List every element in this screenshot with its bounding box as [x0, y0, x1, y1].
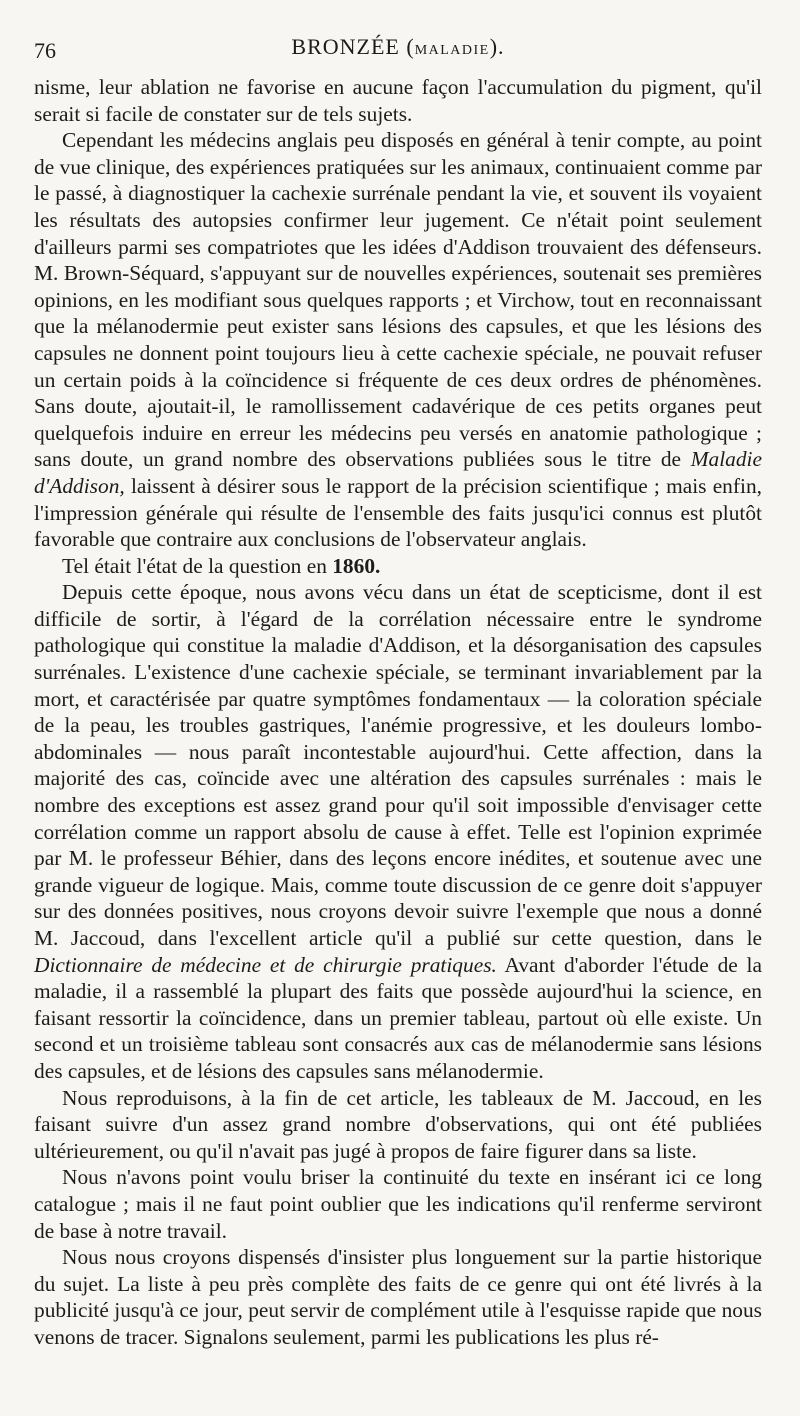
- paragraph: [34, 579, 762, 1084]
- italic-title: Maladie d'Addison,: [34, 447, 762, 498]
- page-header: [34, 34, 762, 74]
- running-title-end: ).: [489, 34, 505, 59]
- paragraph-text: Depuis cette époque, nous avons vécu dans un état de scepticisme, dont il est difficile de sortir, à l'égard de la corrélation nécessaire entre le syndrome pathologique qui constitue la maladie d'Addison, et la désorganisation des capsules surrénales. L'existence d'une cachexie spéciale, se terminant invariablement par la mort, et caractérisée par quatre symptômes fondamentaux — la coloration spéciale de la peau, les troubles gastriques, l'anémie progressive, et les douleurs lombo-abdominales — nous paraît incontestable aujourd'hui. Cette affection, dans la majorité des cas, coïncide avec une altération des capsules surrénales : mais le nombre des exceptions est assez grand pour qu'il soit impossible d'envisager cette corrélation comme un rapport absolu de cause à effet. Telle est l'opinion exprimée par M. le professeur Béhier, dans des leçons encore inédites, et soutenue avec une grande vigueur de logique. Mais, comme toute discussion de ce genre doit s'appuyer sur des données positives, nous croyons devoir suivre l'exemple que nous a donné M. Jaccoud, dans l'excellent article qu'il a publié sur cette question, dans le: [34, 580, 762, 950]
- page-number: 76: [34, 38, 56, 63]
- running-title-main: BRONZÉE (: [291, 34, 415, 59]
- paragraph-text: Tel était l'état de la question en: [62, 553, 333, 578]
- year-figure: 1860.: [332, 553, 381, 578]
- paragraph-text: laissent à désirer sous le rapport de la précision scientifique ; mais enfin, l'impression générale qui résulte de l'ensemble des faits jusqu'ici connus est plutôt favorable que contraire aux conclusions de l'observateur anglais.: [34, 473, 762, 552]
- paragraph-continuation: [34, 74, 762, 127]
- paragraph-text: Nous n'avons point voulu briser la continuité du texte en insérant ici ce long catalogue ; mais il ne faut point oublier que les indications qu'il renferme serviront de base à notre travail.: [34, 1165, 762, 1243]
- paragraph: [34, 553, 762, 580]
- paragraph: [34, 1164, 762, 1244]
- paragraph-text: Cependant les médecins anglais peu disposés en général à tenir compte, au point de vue clinique, des expériences pratiquées sur les animaux, continuaient comme par le passé, à diagnostiquer la cachexie surrénale pendant la vie, et souvent ils voyaient les résultats des autopsies confirmer leur jugement. Ce n'était point seulement d'ailleurs parmi ses compatriotes que les idées d'Addison trouvaient des défenseurs. M. Brown-Séquard, s'appuyant sur de nouvelles expériences, soutenait ses premières opinions, en les modifiant sous quelques rapports ; et Virchow, tout en reconnaissant que la mélanodermie peut exister sans lésions des capsules, et que les lésions des capsules ne donnent point toujours lieu à cette cachexie spéciale, ne pouvait refuser un certain poids à la coïncidence si fréquente de ces deux ordres de phénomènes. Sans doute, ajoutait-il, le ramollissement cadavérique de ces petits organes peut quelquefois induire en erreur les médecins peu versés en anatomie pathologique ; sans doute, un grand nombre des observations publiées sous le titre de: [34, 128, 762, 472]
- italic-title: Dictionnaire de médecine et de chirurgie pratiques.: [34, 952, 497, 977]
- paragraph-text: Nous nous croyons dispensés d'insister plus longuement sur la partie historique du sujet. La liste à peu près complète des faits de ce genre qui ont été livrés à la publicité jusqu'à ce jour, peut servir de complément utile à l'esquisse rapide que nous venons de tracer. Signalons seulement, parmi les publications les plus ré-: [34, 1245, 762, 1349]
- paragraph: [34, 127, 762, 553]
- paragraph: [34, 1085, 762, 1165]
- paragraph-text: nisme, leur ablation ne favorise en aucune façon l'accumulation du pigment, qu'il serait si facile de constater sur de tels sujets.: [34, 75, 762, 126]
- running-title-smallcaps: MALADIE: [414, 43, 490, 58]
- paragraph-text: Nous reproduisons, à la fin de cet article, les tableaux de M. Jaccoud, en les faisant suivre d'un assez grand nombre d'observations, qui ont été publiées ultérieurement, ou qu'il n'avait pas jugé à propos de faire figurer dans sa liste.: [34, 1085, 762, 1163]
- body-text: [34, 74, 762, 1351]
- paragraph: [34, 1244, 762, 1350]
- paragraph-text: Avant d'aborder l'étude de la maladie, il a rassemblé la plupart des faits que possède aujourd'hui la science, en faisant ressortir la coïncidence, dans un premier tableau, partout où elle existe. Un second et un troisième tableau sont consacrés aux cas de mélanodermie sans lésions des capsules, et de lésions des capsules sans mélanodermie.: [34, 952, 762, 1083]
- running-title: [34, 34, 762, 60]
